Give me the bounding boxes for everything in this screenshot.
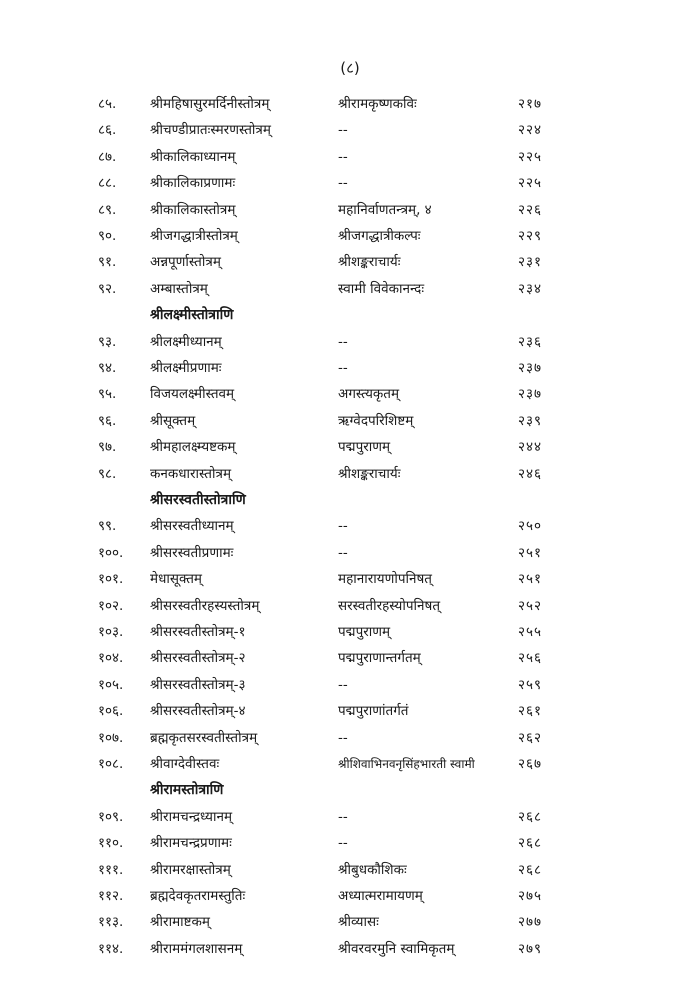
entry-title: श्रीवाग्देवीस्तवः bbox=[150, 756, 220, 772]
entry-number: ९५. bbox=[98, 386, 117, 403]
toc-row bbox=[0, 645, 700, 671]
entry-number: ८९. bbox=[98, 201, 117, 218]
entry-source: श्रीरामकृष्णकविः bbox=[338, 96, 417, 112]
toc-row bbox=[0, 276, 700, 302]
entry-title: श्रीचण्डीप्रातःस्मरणस्तोत्रम् bbox=[150, 122, 271, 139]
entry-page: २३७ bbox=[518, 360, 543, 376]
toc-row bbox=[0, 249, 700, 275]
section-heading: श्रीसरस्वतीस्तोत्राणि bbox=[150, 492, 246, 508]
toc-row bbox=[0, 144, 700, 170]
entry-title: श्रीरामचन्द्रध्यानम् bbox=[150, 808, 233, 825]
toc-row bbox=[0, 936, 700, 962]
toc-row bbox=[0, 566, 700, 592]
entry-page: २३४ bbox=[518, 280, 543, 297]
entry-page: २५० bbox=[518, 518, 543, 535]
entry-number: ८७. bbox=[98, 148, 117, 165]
toc-row bbox=[0, 804, 700, 830]
entry-number: १०९. bbox=[98, 808, 124, 825]
toc-row bbox=[0, 381, 700, 407]
entry-source: श्रीव्यासः bbox=[338, 914, 379, 931]
toc-row bbox=[0, 883, 700, 909]
toc-row bbox=[0, 857, 700, 883]
entry-page: २३१ bbox=[518, 254, 543, 271]
entry-source: -- bbox=[338, 808, 348, 825]
entry-source: पद्मपुराणम् bbox=[338, 439, 391, 456]
entry-number: ९१. bbox=[98, 254, 117, 271]
entry-source: श्रीवरवरमुनि स्वामिकृतम् bbox=[338, 940, 455, 957]
entry-source: -- bbox=[338, 333, 348, 350]
entry-title: श्रीकालिकास्तोत्रम् bbox=[150, 201, 236, 218]
entry-number: ९४. bbox=[98, 360, 117, 376]
entry-page: २६२ bbox=[518, 729, 543, 746]
entry-source: -- bbox=[338, 175, 348, 192]
entry-source: -- bbox=[338, 835, 348, 852]
entry-page: २५२ bbox=[518, 597, 543, 614]
entry-page: २७९ bbox=[518, 940, 543, 957]
entry-number: ८५. bbox=[98, 96, 117, 112]
entry-title: श्रीरामचन्द्रप्रणामः bbox=[150, 835, 232, 852]
entry-page: २६७ bbox=[518, 756, 543, 772]
entry-title: श्रीलक्ष्मीध्यानम् bbox=[150, 333, 222, 350]
entry-page: २२४ bbox=[518, 122, 543, 139]
entry-title: श्रीसरस्वतीस्तोत्रम्-४ bbox=[150, 703, 246, 720]
entry-source: महानारायणोपनिषत् bbox=[338, 571, 432, 588]
entry-title: ब्रह्मदेवकृतरामस्तुतिः bbox=[150, 888, 246, 904]
entry-page: २५५ bbox=[518, 624, 543, 640]
entry-source: स्वामी विवेकानन्दः bbox=[338, 280, 425, 297]
entry-title: श्रीमहालक्ष्म्यष्टकम् bbox=[150, 439, 236, 456]
entry-number: १०४. bbox=[98, 650, 124, 667]
toc-row bbox=[0, 698, 700, 724]
entry-title: विजयलक्ष्मीस्तवम् bbox=[150, 386, 235, 403]
entry-title: मेधासूक्तम् bbox=[150, 571, 203, 588]
entry-number: ८६. bbox=[98, 122, 117, 139]
entry-number: ९३. bbox=[98, 333, 117, 350]
entry-page: २६८ bbox=[518, 808, 543, 825]
entry-number: ९९. bbox=[98, 518, 117, 535]
entry-source: श्रीशिवाभिनवनृसिंहभारती स्वामी bbox=[338, 757, 475, 771]
entry-source: अगस्त्यकृतम् bbox=[338, 386, 400, 403]
entry-number: ९२. bbox=[98, 280, 117, 297]
entry-number: ११३. bbox=[98, 914, 124, 931]
entry-page: २२९ bbox=[518, 228, 543, 244]
toc-row bbox=[0, 91, 700, 117]
entry-title: श्रीकालिकाध्यानम् bbox=[150, 148, 236, 165]
toc-row bbox=[0, 725, 700, 751]
entry-source: श्रीशङ्कराचार्यः bbox=[338, 254, 401, 271]
toc-row bbox=[0, 197, 700, 223]
entry-page: २४४ bbox=[518, 439, 543, 456]
entry-page: २५१ bbox=[518, 544, 543, 561]
toc-row bbox=[0, 513, 700, 539]
entry-page: २५१ bbox=[518, 571, 543, 588]
entry-title: श्रीराममंगलशासनम् bbox=[150, 940, 243, 957]
entry-number: ८८. bbox=[98, 175, 117, 192]
entry-page: २३६ bbox=[518, 333, 543, 350]
entry-source: पद्मपुराणान्तर्गतम् bbox=[338, 650, 421, 667]
entry-title: श्रीलक्ष्मीप्रणामः bbox=[150, 360, 222, 376]
entry-page: २७५ bbox=[518, 888, 543, 904]
entry-source: -- bbox=[338, 729, 348, 746]
entry-source: पद्मपुराणम् bbox=[338, 624, 391, 640]
entry-number: १०६. bbox=[98, 703, 124, 720]
entry-title: श्रीसरस्वतीस्तोत्रम्-२ bbox=[150, 650, 246, 667]
entry-title: श्रीजगद्धात्रीस्तोत्रम् bbox=[150, 228, 238, 244]
toc-row bbox=[0, 593, 700, 619]
toc-row bbox=[0, 830, 700, 856]
entry-source: -- bbox=[338, 518, 348, 535]
entry-number: १११. bbox=[98, 861, 124, 878]
entry-number: १०५. bbox=[98, 676, 124, 693]
entry-page: २५९ bbox=[518, 676, 543, 693]
entry-title: कनकधारास्तोत्रम् bbox=[150, 465, 232, 482]
section-heading: श्रीलक्ष्मीस्तोत्राणि bbox=[150, 307, 234, 324]
entry-page: २५६ bbox=[518, 650, 543, 667]
entry-page: २६८ bbox=[518, 835, 543, 852]
entry-title: श्रीसरस्वतीरहस्यस्तोत्रम् bbox=[150, 597, 260, 614]
toc-row bbox=[0, 117, 700, 143]
toc-row bbox=[0, 223, 700, 249]
entry-title: ब्रह्मकृतसरस्वतीस्तोत्रम् bbox=[150, 729, 258, 746]
entry-page: २३९ bbox=[518, 412, 543, 429]
toc-row bbox=[0, 434, 700, 460]
entry-source: पद्मपुराणांतर्गतं bbox=[338, 703, 409, 720]
entry-page: २३७ bbox=[518, 386, 543, 403]
entry-number: ९८. bbox=[98, 465, 117, 482]
entry-page: २७७ bbox=[518, 914, 543, 931]
page-number: (८) bbox=[340, 59, 360, 77]
entry-number: ११४. bbox=[98, 940, 124, 957]
entry-number: ९६. bbox=[98, 412, 117, 429]
entry-number: १०२. bbox=[98, 597, 124, 614]
entry-page: २१७ bbox=[518, 96, 543, 112]
entry-source: ऋग्वेदपरिशिष्टम् bbox=[338, 412, 414, 429]
entry-title: श्रीमहिषासुरमर्दिनीस्तोत्रम् bbox=[150, 96, 270, 112]
entry-source: श्रीशङ्कराचार्यः bbox=[338, 465, 401, 482]
toc-row bbox=[0, 408, 700, 434]
entry-number: १०३. bbox=[98, 624, 124, 640]
section-heading: श्रीरामस्तोत्राणि bbox=[150, 782, 224, 799]
entry-page: २२६ bbox=[518, 201, 543, 218]
entry-source: श्रीजगद्धात्रीकल्पः bbox=[338, 228, 421, 244]
entry-number: १००. bbox=[98, 544, 124, 561]
entry-title: श्रीरामाष्टकम् bbox=[150, 914, 210, 931]
entry-source: -- bbox=[338, 676, 348, 693]
entry-page: २४६ bbox=[518, 465, 543, 482]
entry-page: २२५ bbox=[518, 175, 543, 192]
entry-number: ११२. bbox=[98, 888, 124, 904]
entry-number: १०१. bbox=[98, 571, 124, 588]
entry-title: अन्नपूर्णास्तोत्रम् bbox=[150, 254, 221, 271]
entry-title: अम्बास्तोत्रम् bbox=[150, 280, 208, 297]
entry-page: २२५ bbox=[518, 148, 543, 165]
toc-row bbox=[0, 540, 700, 566]
toc-row bbox=[0, 751, 700, 777]
entry-number: ९०. bbox=[98, 228, 117, 244]
entry-source: श्रीबुधकौशिकः bbox=[338, 861, 407, 878]
toc-row bbox=[0, 619, 700, 645]
entry-title: श्रीरामरक्षास्तोत्रम् bbox=[150, 861, 231, 878]
entry-title: श्रीसूक्तम् bbox=[150, 412, 196, 429]
entry-title: श्रीसरस्वतीस्तोत्रम्-१ bbox=[150, 624, 246, 640]
entry-source: -- bbox=[338, 360, 348, 376]
toc-row bbox=[0, 909, 700, 935]
entry-title: श्रीसरस्वतीस्तोत्रम्-३ bbox=[150, 676, 246, 693]
entry-source: -- bbox=[338, 122, 348, 139]
entry-title: श्रीकालिकाप्रणामः bbox=[150, 175, 236, 192]
entry-page: २६८ bbox=[518, 861, 543, 878]
entry-source: -- bbox=[338, 544, 348, 561]
toc-row bbox=[0, 461, 700, 487]
entry-source: अध्यात्मरामायणम् bbox=[338, 888, 423, 904]
toc-row bbox=[0, 355, 700, 381]
entry-source: महानिर्वाणतन्त्रम्, ४ bbox=[338, 201, 432, 218]
toc-row bbox=[0, 672, 700, 698]
entry-source: -- bbox=[338, 148, 348, 165]
entry-number: ९७. bbox=[98, 439, 117, 456]
entry-page: २६१ bbox=[518, 703, 543, 720]
entry-title: श्रीसरस्वतीप्रणामः bbox=[150, 544, 234, 561]
entry-number: ११०. bbox=[98, 835, 124, 852]
entry-title: श्रीसरस्वतीध्यानम् bbox=[150, 518, 234, 535]
entry-source: सरस्वतीरहस्योपनिषत् bbox=[338, 597, 441, 614]
entry-number: १०७. bbox=[98, 729, 124, 746]
entry-number: १०८. bbox=[98, 756, 124, 772]
toc-row bbox=[0, 329, 700, 355]
toc-row bbox=[0, 170, 700, 196]
